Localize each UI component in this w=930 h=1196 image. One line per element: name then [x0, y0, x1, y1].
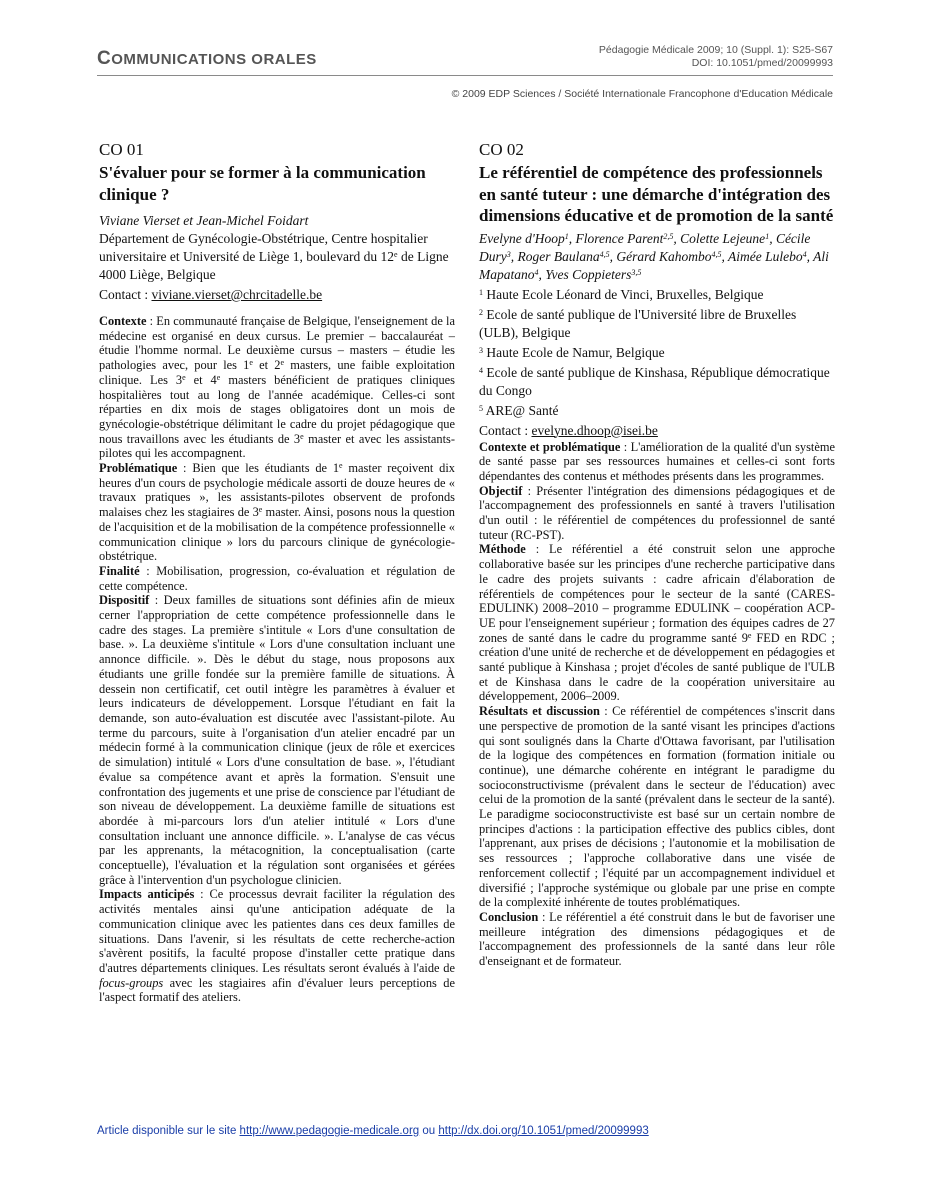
affiliation: $^5$ ARE@ Santé — [479, 402, 559, 418]
paragraph-problematique: Problématique : Bien que les étudiants de 1e master reçoivent dix heures d'un cours de psychologie médicale assorti de douze heures de « travaux pratiques », les assistants-pilotes observent de profonds malaises chez les stagiaires de 3e master. Ainsi, posons nous la question de l'acquisition et de la mobilisation de la compétence professionnelle « communication clinique » lors du parcours clinique de gynécologie-obstétrique. — [99, 461, 456, 564]
doi-line: DOI: 10.1051/pmed/20099993 — [691, 56, 833, 69]
paragraph-conclusion: Conclusion : Le référentiel a été construit dans le but de favoriser une meilleure intégration des dimensions pédagogiques et de l'accompagnement des professionnels de la santé dans leur rôle d'enseignant et de formateur. — [479, 910, 835, 969]
authors: Viviane Vierset et Jean-Michel Foidart — [99, 213, 309, 228]
affiliation: Département de Gynécologie-Obstétrique, Centre hospitalier universitaire et Université de Liège 1, boulevard du 12e de Ligne 4000 Liège, Belgique — [99, 231, 449, 282]
copyright-line: © 2009 EDP Sciences / Société Internationale Francophone d'Education Médicale — [451, 88, 833, 100]
affiliation: $^3$ Haute Ecole de Namur, Belgique — [479, 344, 665, 360]
authors: Evelyne d'Hoop$^1$, Florence Parent$^{2,5}$, Colette Lejeune$^1$, Cécile Dury$^3$, Roger Baulana$^{4,5}$, Gérard Kahombo$^{4,5}$, Aimée Lulebo$^4$, Ali Mapatano$^4$, Yves Coppieters$^{3,5}$ — [479, 230, 829, 282]
abstract-co01 — [99, 140, 455, 1005]
abstract-number: CO 01 — [99, 140, 144, 159]
abstract-title: S'évaluer pour se former à la communication clinique ? — [99, 163, 426, 204]
paragraph-finalite: Finalité : Mobilisation, progression, co-évaluation et régulation de cette compétence. — [99, 563, 455, 593]
journal-website-link[interactable]: http://www.pedagogie-medicale.org — [239, 1125, 420, 1137]
paragraph-contexte: Contexte : En communauté française de Belgique, l'enseignement de la médecine est organisé en deux cursus. Le premier – baccalauréat – étudie l'homme normal. Le deuxième cursus – masters – étudie les pathologies avec, pour les 1e et 2e masters, une faible exploitation clinique. Les 3e et 4e masters bénéficient de pratiques cliniques hospitalières tout au long de l'année académique. Celles-ci sont réparties en dix mois de stages obligatoires dont un mois de gynécologie-obstétrique délimitant le cadre du projet pédagogique que nous travaillons avec les étudiants de 3e master et avec les assistants-pilotes qui les accompagnent. — [99, 314, 456, 461]
doi-link[interactable]: http://dx.doi.org/10.1051/pmed/20099993 — [438, 1125, 649, 1137]
email-link[interactable]: evelyne.dhoop@isei.be — [531, 422, 658, 438]
footer-availability: Article disponible sur le site http://www.pedagogie-medicale.org ou http://dx.doi.org/10.1051/pmed/20099993 — [97, 1125, 649, 1137]
section-heading: COMMUNICATIONS ORALES — [97, 48, 317, 69]
abstract-number: CO 02 — [479, 140, 524, 159]
abstract-title: Le référentiel de compétence des professionnels en santé tuteur : une démarche d'intégration des dimensions éducative et de promotion de la santé — [479, 163, 834, 225]
journal-citation — [599, 44, 833, 69]
paragraph-methode: Méthode : Le référentiel a été construit selon une approche collaborative basée sur les principes d'une recherche participative dans le cadre des projets suivants : cadre africain d'élaboration de référentiels de compétences pour le secteur de la santé (CARES-EDULINK) 2008–2010 – programme EDULINK – coopération ACP-UE pour l'enseignement supérieur ; formation des équipes cadres de 27 zones de santé dans le cadre du programme santé 9e FED en RDC ; création d'une unité de recherche et de développement en pédagogies et santé publique à Kinshasa ; projet d'écoles de santé publique de l'ULB et de Kinshasa dans le cadre de la coopération universitaire au développement, 2006–2009. — [479, 542, 835, 704]
abstract-body — [99, 314, 455, 1005]
header-divider — [97, 75, 833, 76]
contact: Contact : evelyne.dhoop@isei.be — [479, 422, 658, 438]
paragraph-resultats: Résultats et discussion : Ce référentiel de compétences s'inscrit dans une perspective de promotion de la santé visant les principes d'actions qui sont soulignés dans la Charte d'Ottawa favorisant, par l'utilisation de la logique des compétences en formation (formation initiale ou continue), une démarche cohérente en intégrant le paradigme du socioconstructivisme (prévalent dans le secteur de l'éducation) avec celui de la promotion de la santé (prévalent dans le secteur de la santé). Le paradigme socioconstructiviste est basé sur un certain nombre de principes d'actions : la participation effective des publics cibles, dont l'apprenant, aux prises de décisions ; l'autonomie et la mobilisation de ses ressources ; l'approche collaborative dans une visée de renforcement collectif ; l'équité par un accompagnement individuel et diversifié ; l'approche systémique ou globale par une prise en compte de la complexité inhérente de toutes problématiques. — [479, 704, 835, 910]
email-link[interactable]: viviane.vierset@chrcitadelle.be — [151, 287, 323, 302]
paragraph-impacts: Impacts anticipés : Ce processus devrait faciliter la régulation des activités mentales ainsi qu'une anticipation adéquate de la communication clinique avec les patientes dans ces deux familles de situations. Dans l'avenir, si les résultats de cette recherche-action s'avèrent positifs, la faculté propose d'installer cette pratique dans d'autres départements cliniques. Les résultats seront évalués à l'aide de focus-groups avec les stagiaires afin d'évaluer leurs perceptions de l'aspect formatif des ateliers. — [99, 887, 455, 1005]
paragraph-objectif: Objectif : Présenter l'intégration des dimensions pédagogiques et de l'accompagnement des professionnels en santé à travers l'utilisation d'un outil : le référentiel de compétences du professionnel de santé tuteur (RC-PST). — [479, 483, 835, 542]
affiliation: $^4$ Ecole de santé publique de Kinshasa, République démocratique du Congo — [479, 364, 830, 398]
paragraph-contexte: Contexte et problématique : L'amélioration de la qualité d'un système de santé passe par ses ressources humaines et celles-ci sont forts dépendantes des contenus et méthodes présents dans les programmes. — [479, 439, 835, 483]
abstract-co02 — [479, 140, 835, 969]
paragraph-dispositif: Dispositif : Deux familles de situations sont définies afin de mieux cerner l'appropriation de cette compétence professionnelle dans le cadre des stages. La première s'intitule « Lors d'une consultation de base. ». La deuxième s'intitule « Lors d'une consultation incluant une annonce difficile. ». Dès le début du stage, nous proposons aux étudiants une grille fondée sur la première famille de situations. À dessein non certificatif, cet outil intègre les paramètres à évaluer et leurs indicateurs de développement. Lorsque l'étudiant en fait la demande, son auto-évaluation est discutée avec l'assistant-pilote. Au terme du parcours, suite à l'organisation d'un atelier encadré par un médecin formé à la communication clinique (jeux de rôle et exercices de simulation) intitulé « Lors d'une consultation de base. », l'étudiant évalue sa compétence avant et après la formation. S'ensuit une confrontation des jugements et une prise de conscience par l'étudiant de son niveau de développement. La deuxième famille de situations est abordée à mi-parcours lors d'un atelier intitulé « Lors d'une consultation incluant une annonce difficile. ». L'analyse de cas vécus par les apprenants, la métacognition, la conceptualisation (carte conceptuelle), l'évaluation et la régulation sont organisées et gérées grâce à l'intervention d'un psychologue clinicien. — [99, 593, 455, 887]
affiliation: $^2$ Ecole de santé publique de l'Université libre de Bruxelles (ULB), Belgique — [479, 306, 797, 340]
contact: Contact : viviane.vierset@chrcitadelle.be — [99, 287, 323, 302]
journal-line: Pédagogie Médicale 2009; 10 (Suppl. 1): S25-S67 — [598, 44, 833, 56]
abstract-body — [479, 440, 835, 969]
affiliation: $^1$ Haute Ecole Léonard de Vinci, Bruxelles, Belgique — [479, 286, 764, 302]
